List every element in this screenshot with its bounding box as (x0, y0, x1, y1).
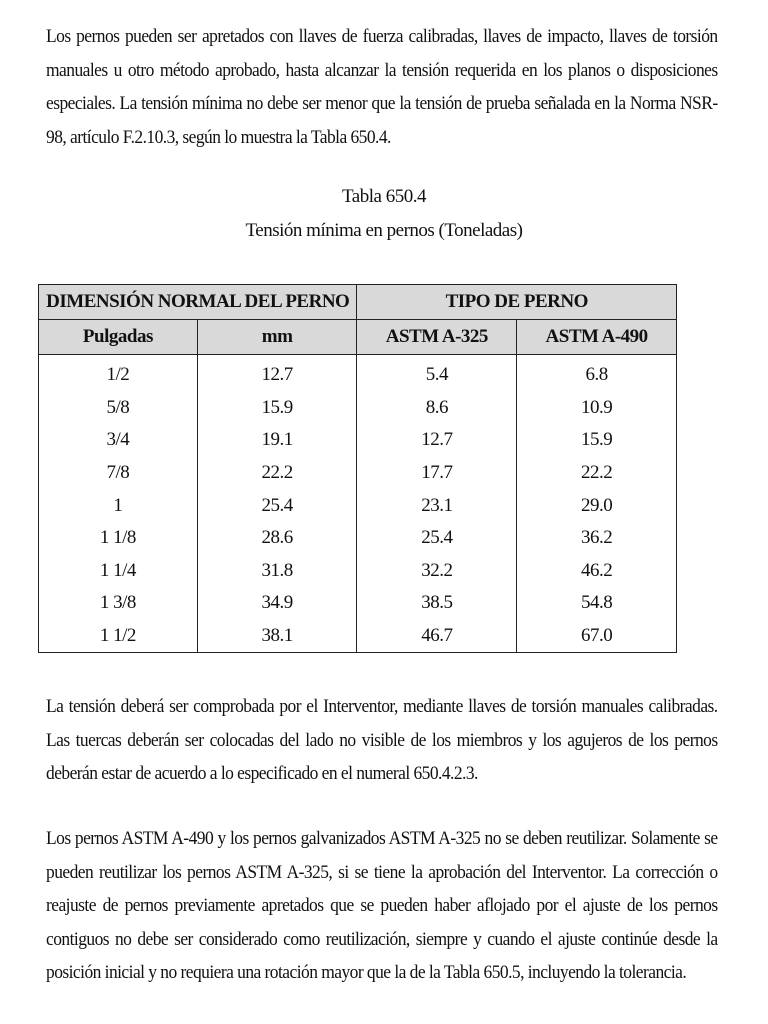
table-cell-a490: 36.2 (517, 522, 677, 555)
table-cell-inches: 1 3/8 (39, 587, 198, 620)
table-cell-a490: 54.8 (517, 587, 677, 620)
table-cell-inches: 7/8 (39, 457, 198, 490)
table-cell-a325: 38.5 (357, 587, 517, 620)
table-cell-a325: 46.7 (357, 620, 517, 653)
table-row (39, 587, 677, 620)
table-cell-a325: 5.4 (357, 355, 517, 392)
table-cell-a325: 17.7 (357, 457, 517, 490)
table-cell-a325: 12.7 (357, 424, 517, 457)
header-bolt-type: TIPO DE PERNO (357, 285, 677, 320)
table-cell-a325: 23.1 (357, 489, 517, 522)
header-inches: Pulgadas (39, 320, 198, 355)
reuse-paragraph: Los pernos ASTM A-490 y los pernos galvanizados ASTM A-325 no se deben reutilizar. Solamente se pueden reutilizar los pernos ASTM A-325, si se tiene la aprobación del Interventor. La corrección o reajuste de pernos previamente apretados que se pueden haber aflojado por el ajuste de los pernos contiguos no debe ser considerado como reutilización, siempre y cuando el ajuste continúe desde la posición inicial y no requiera una rotación mayor que la de la Tabla 650.5, incluyendo la tolerancia. (46, 828, 718, 983)
table-cell-mm: 31.8 (197, 555, 357, 588)
table-caption-subtitle: Tensión mínima en pernos (Toneladas) (245, 220, 523, 241)
header-astm-a325: ASTM A-325 (357, 320, 517, 355)
header-astm-a490: ASTM A-490 (517, 320, 677, 355)
header-mm: mm (197, 320, 357, 355)
table-cell-mm: 28.6 (197, 522, 357, 555)
table-cell-mm: 12.7 (197, 355, 357, 392)
header-dimension: DIMENSIÓN NORMAL DEL PERNO (39, 285, 357, 320)
table-caption-title: Tabla 650.4 (342, 186, 426, 207)
table-row (39, 424, 677, 457)
table-cell-mm: 25.4 (197, 489, 357, 522)
table-cell-a490: 15.9 (517, 424, 677, 457)
table-cell-mm: 15.9 (197, 392, 357, 425)
table-cell-a325: 32.2 (357, 555, 517, 588)
table-cell-inches: 1 (39, 489, 198, 522)
table-cell-inches: 5/8 (39, 392, 198, 425)
table-cell-mm: 34.9 (197, 587, 357, 620)
bolt-tension-table (38, 284, 677, 653)
table-cell-inches: 1 1/2 (39, 620, 198, 653)
table-row (39, 620, 677, 653)
table-row (39, 522, 677, 555)
table-row (39, 355, 677, 392)
table-cell-mm: 22.2 (197, 457, 357, 490)
table-cell-a325: 25.4 (357, 522, 517, 555)
table-cell-inches: 1 1/8 (39, 522, 198, 555)
table-row (39, 392, 677, 425)
table-row (39, 555, 677, 588)
verification-paragraph: La tensión deberá ser comprobada por el Interventor, mediante llaves de torsión manuales calibradas. Las tuercas deberán ser colocadas del lado no visible de los miembros y los agujeros de los pernos deberán estar de acuerdo a lo especificado en el numeral 650.4.2.3. (46, 696, 718, 784)
table-row (39, 489, 677, 522)
table-group-header-row (39, 285, 677, 320)
table-cell-a490: 6.8 (517, 355, 677, 392)
table-cell-a490: 46.2 (517, 555, 677, 588)
table-cell-mm: 19.1 (197, 424, 357, 457)
table-cell-a490: 67.0 (517, 620, 677, 653)
table-cell-inches: 1/2 (39, 355, 198, 392)
table-body (39, 355, 677, 653)
table-cell-a490: 10.9 (517, 392, 677, 425)
table-cell-mm: 38.1 (197, 620, 357, 653)
table-cell-a490: 29.0 (517, 489, 677, 522)
table-cell-inches: 3/4 (39, 424, 198, 457)
table-cell-a490: 22.2 (517, 457, 677, 490)
table-cell-inches: 1 1/4 (39, 555, 198, 588)
table-cell-a325: 8.6 (357, 392, 517, 425)
intro-paragraph: Los pernos pueden ser apretados con llaves de fuerza calibradas, llaves de impacto, llaves de torsión manuales u otro método aprobado, hasta alcanzar la tensión requerida en los planos o disposiciones especiales. La tensión mínima no debe ser menor que la tensión de prueba señalada en la Norma NSR-98, artículo F.2.10.3, según lo muestra la Tabla 650.4. (46, 26, 718, 148)
table-row (39, 457, 677, 490)
table-column-header-row (39, 320, 677, 355)
